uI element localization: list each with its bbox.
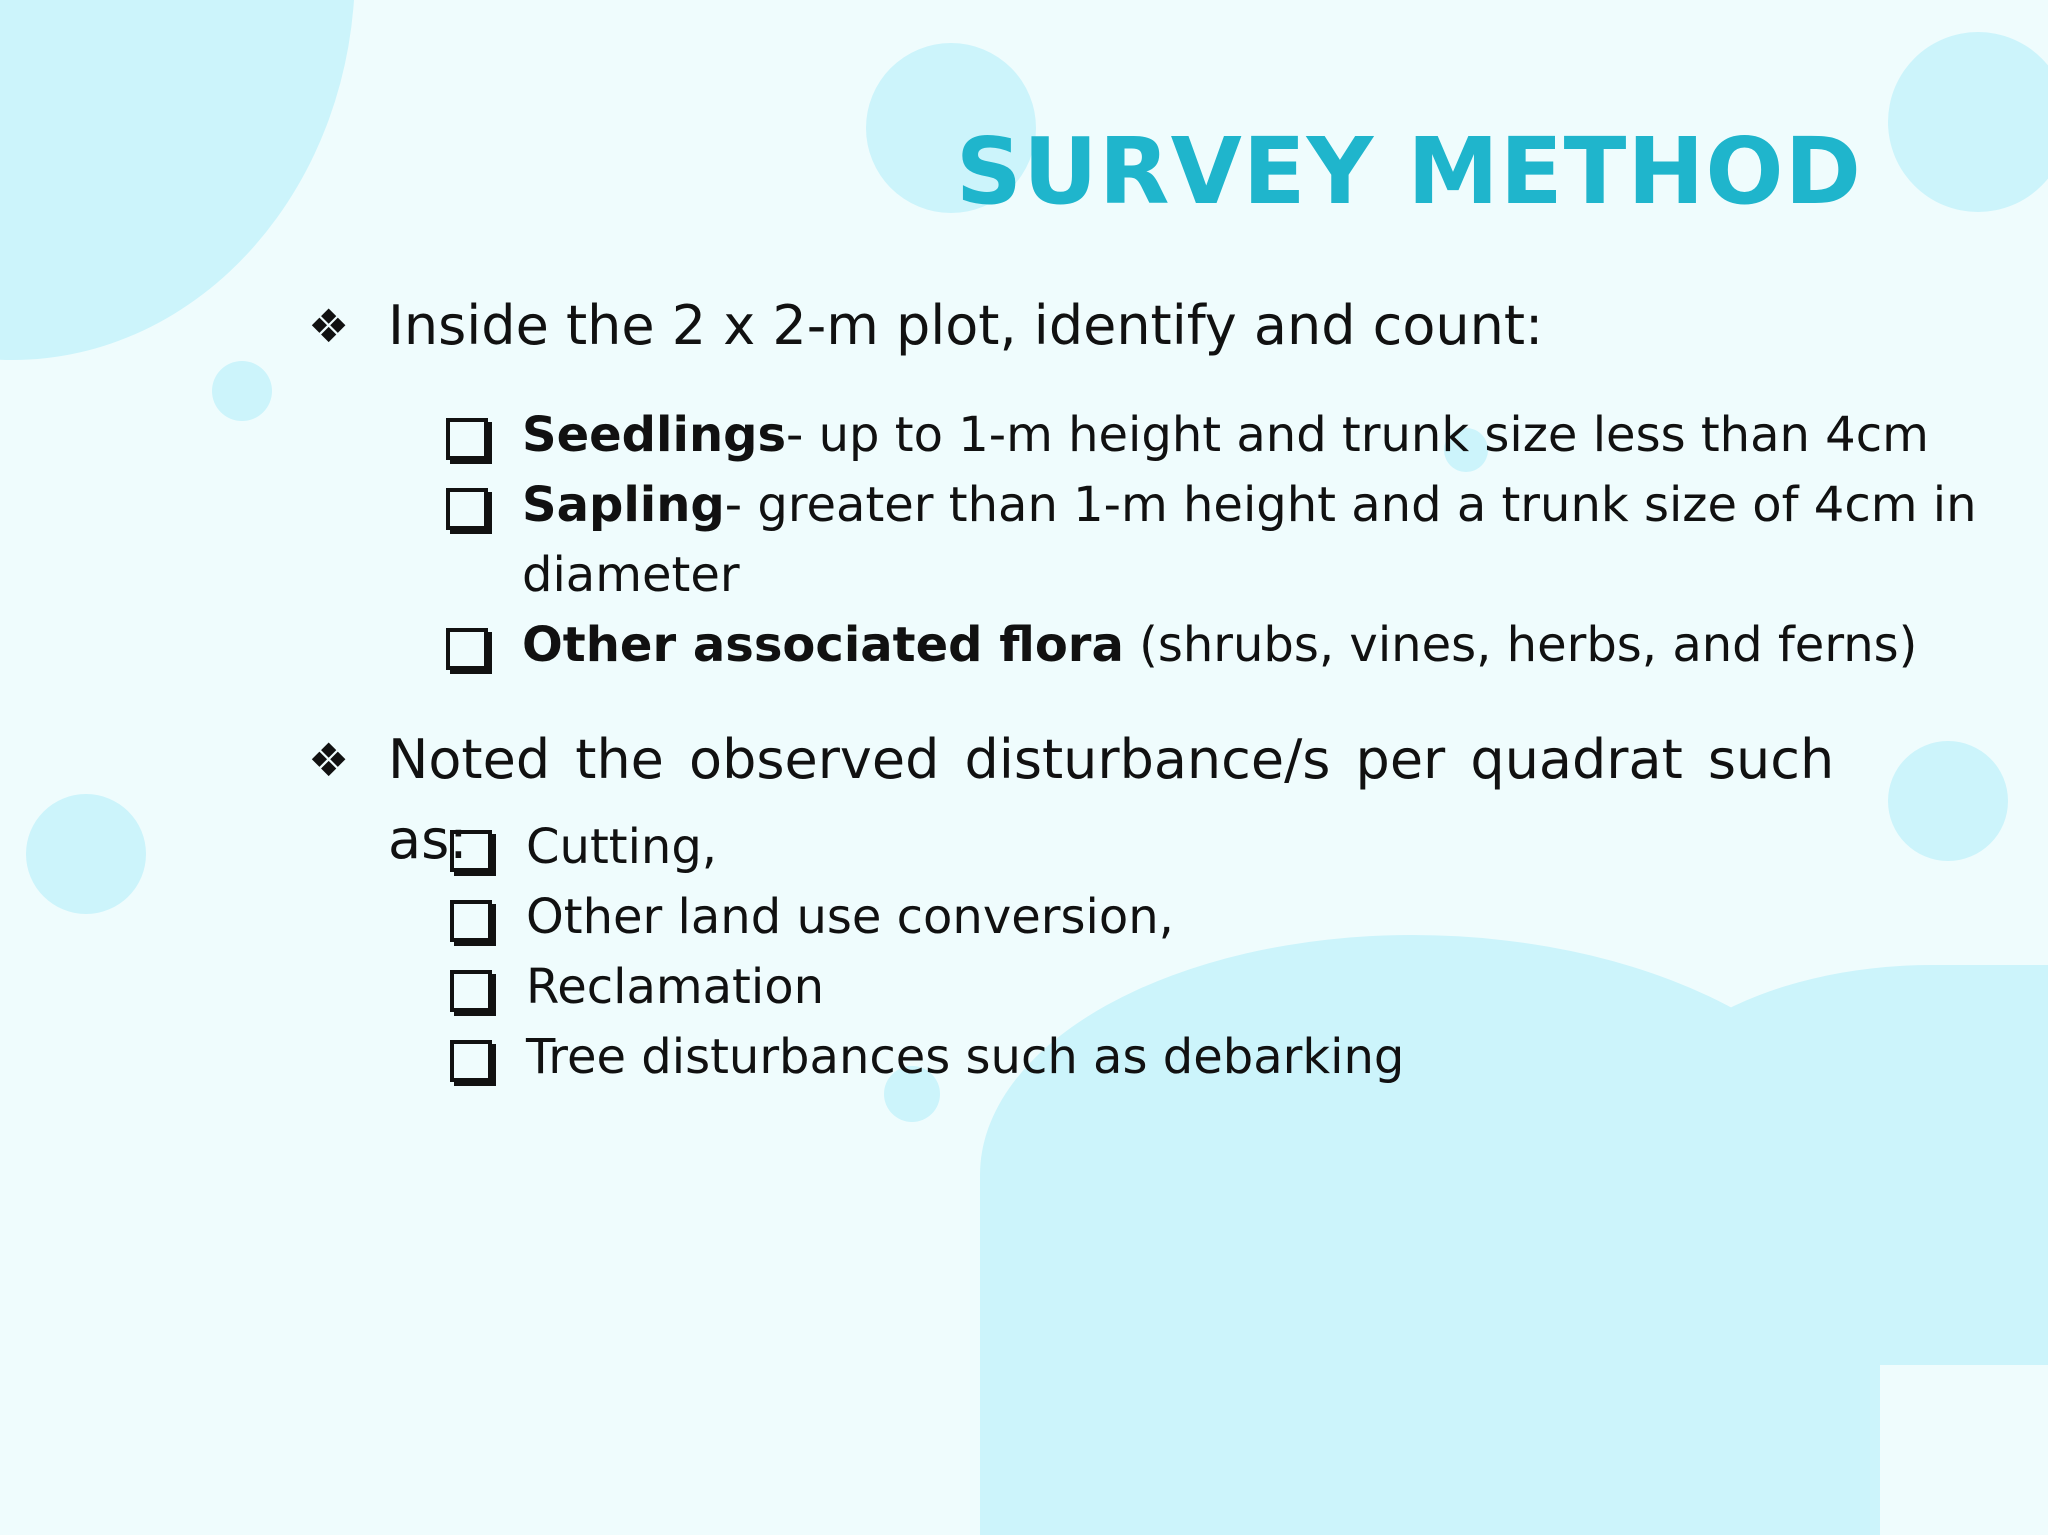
list-item-reclamation: [446, 952, 1946, 1022]
disturbance-list: [446, 812, 1946, 1092]
ballot-box-icon: [450, 1040, 492, 1082]
main-bullet-1-text: Inside the 2 x 2-m plot, identify and count:: [388, 294, 1544, 357]
slide-title: SURVEY METHOD: [955, 118, 1862, 225]
item-term: Seedlings: [522, 407, 787, 463]
list-item-text: [522, 470, 1982, 610]
ballot-box-icon: [446, 418, 488, 460]
decor-circle-top-right: [1888, 32, 2048, 212]
item-term: Other associated flora: [522, 617, 1124, 673]
list-item-text: [522, 610, 1917, 680]
list-item-seedlings: [442, 400, 1982, 470]
four-diamond-icon: ❖: [308, 733, 350, 787]
ballot-box-icon: [446, 628, 488, 670]
ballot-box-icon: [450, 830, 492, 872]
list-item-cutting: [446, 812, 1946, 882]
main-bullet-1: [308, 286, 1543, 366]
list-item-text: Tree disturbances such as debarking: [526, 1029, 1405, 1085]
list-item-text: Cutting,: [526, 819, 718, 875]
list-item-text: [522, 400, 1929, 470]
decor-circle-top-left: [0, 0, 355, 360]
ballot-box-icon: [446, 488, 488, 530]
decor-circle-small-left: [212, 361, 272, 421]
main-bullet-2-line2: as:: [388, 808, 468, 871]
four-diamond-icon: ❖: [308, 299, 350, 353]
item-term: Sapling: [522, 477, 725, 533]
ballot-box-icon: [450, 900, 492, 942]
decor-circle-bottom-left: [26, 794, 146, 914]
list-item-land-use-conversion: [446, 882, 1946, 952]
list-item-text: Reclamation: [526, 959, 824, 1015]
item-description: - up to 1-m height and trunk size less than 4cm: [786, 407, 1929, 463]
list-item-other-flora: [442, 610, 1982, 680]
list-item-sapling: [442, 470, 1982, 610]
list-item-tree-disturbances: [446, 1022, 1946, 1092]
plot-count-list: [442, 400, 1982, 680]
list-item-text: Other land use conversion,: [526, 889, 1174, 945]
main-bullet-2-line1: Noted the observed disturbance/s per quadrat such: [388, 728, 1835, 791]
ballot-box-icon: [450, 970, 492, 1012]
item-description: (shrubs, vines, herbs, and ferns): [1123, 617, 1918, 673]
item-description: - greater than 1-m height and a trunk size of 4cm in diameter: [522, 477, 1977, 603]
